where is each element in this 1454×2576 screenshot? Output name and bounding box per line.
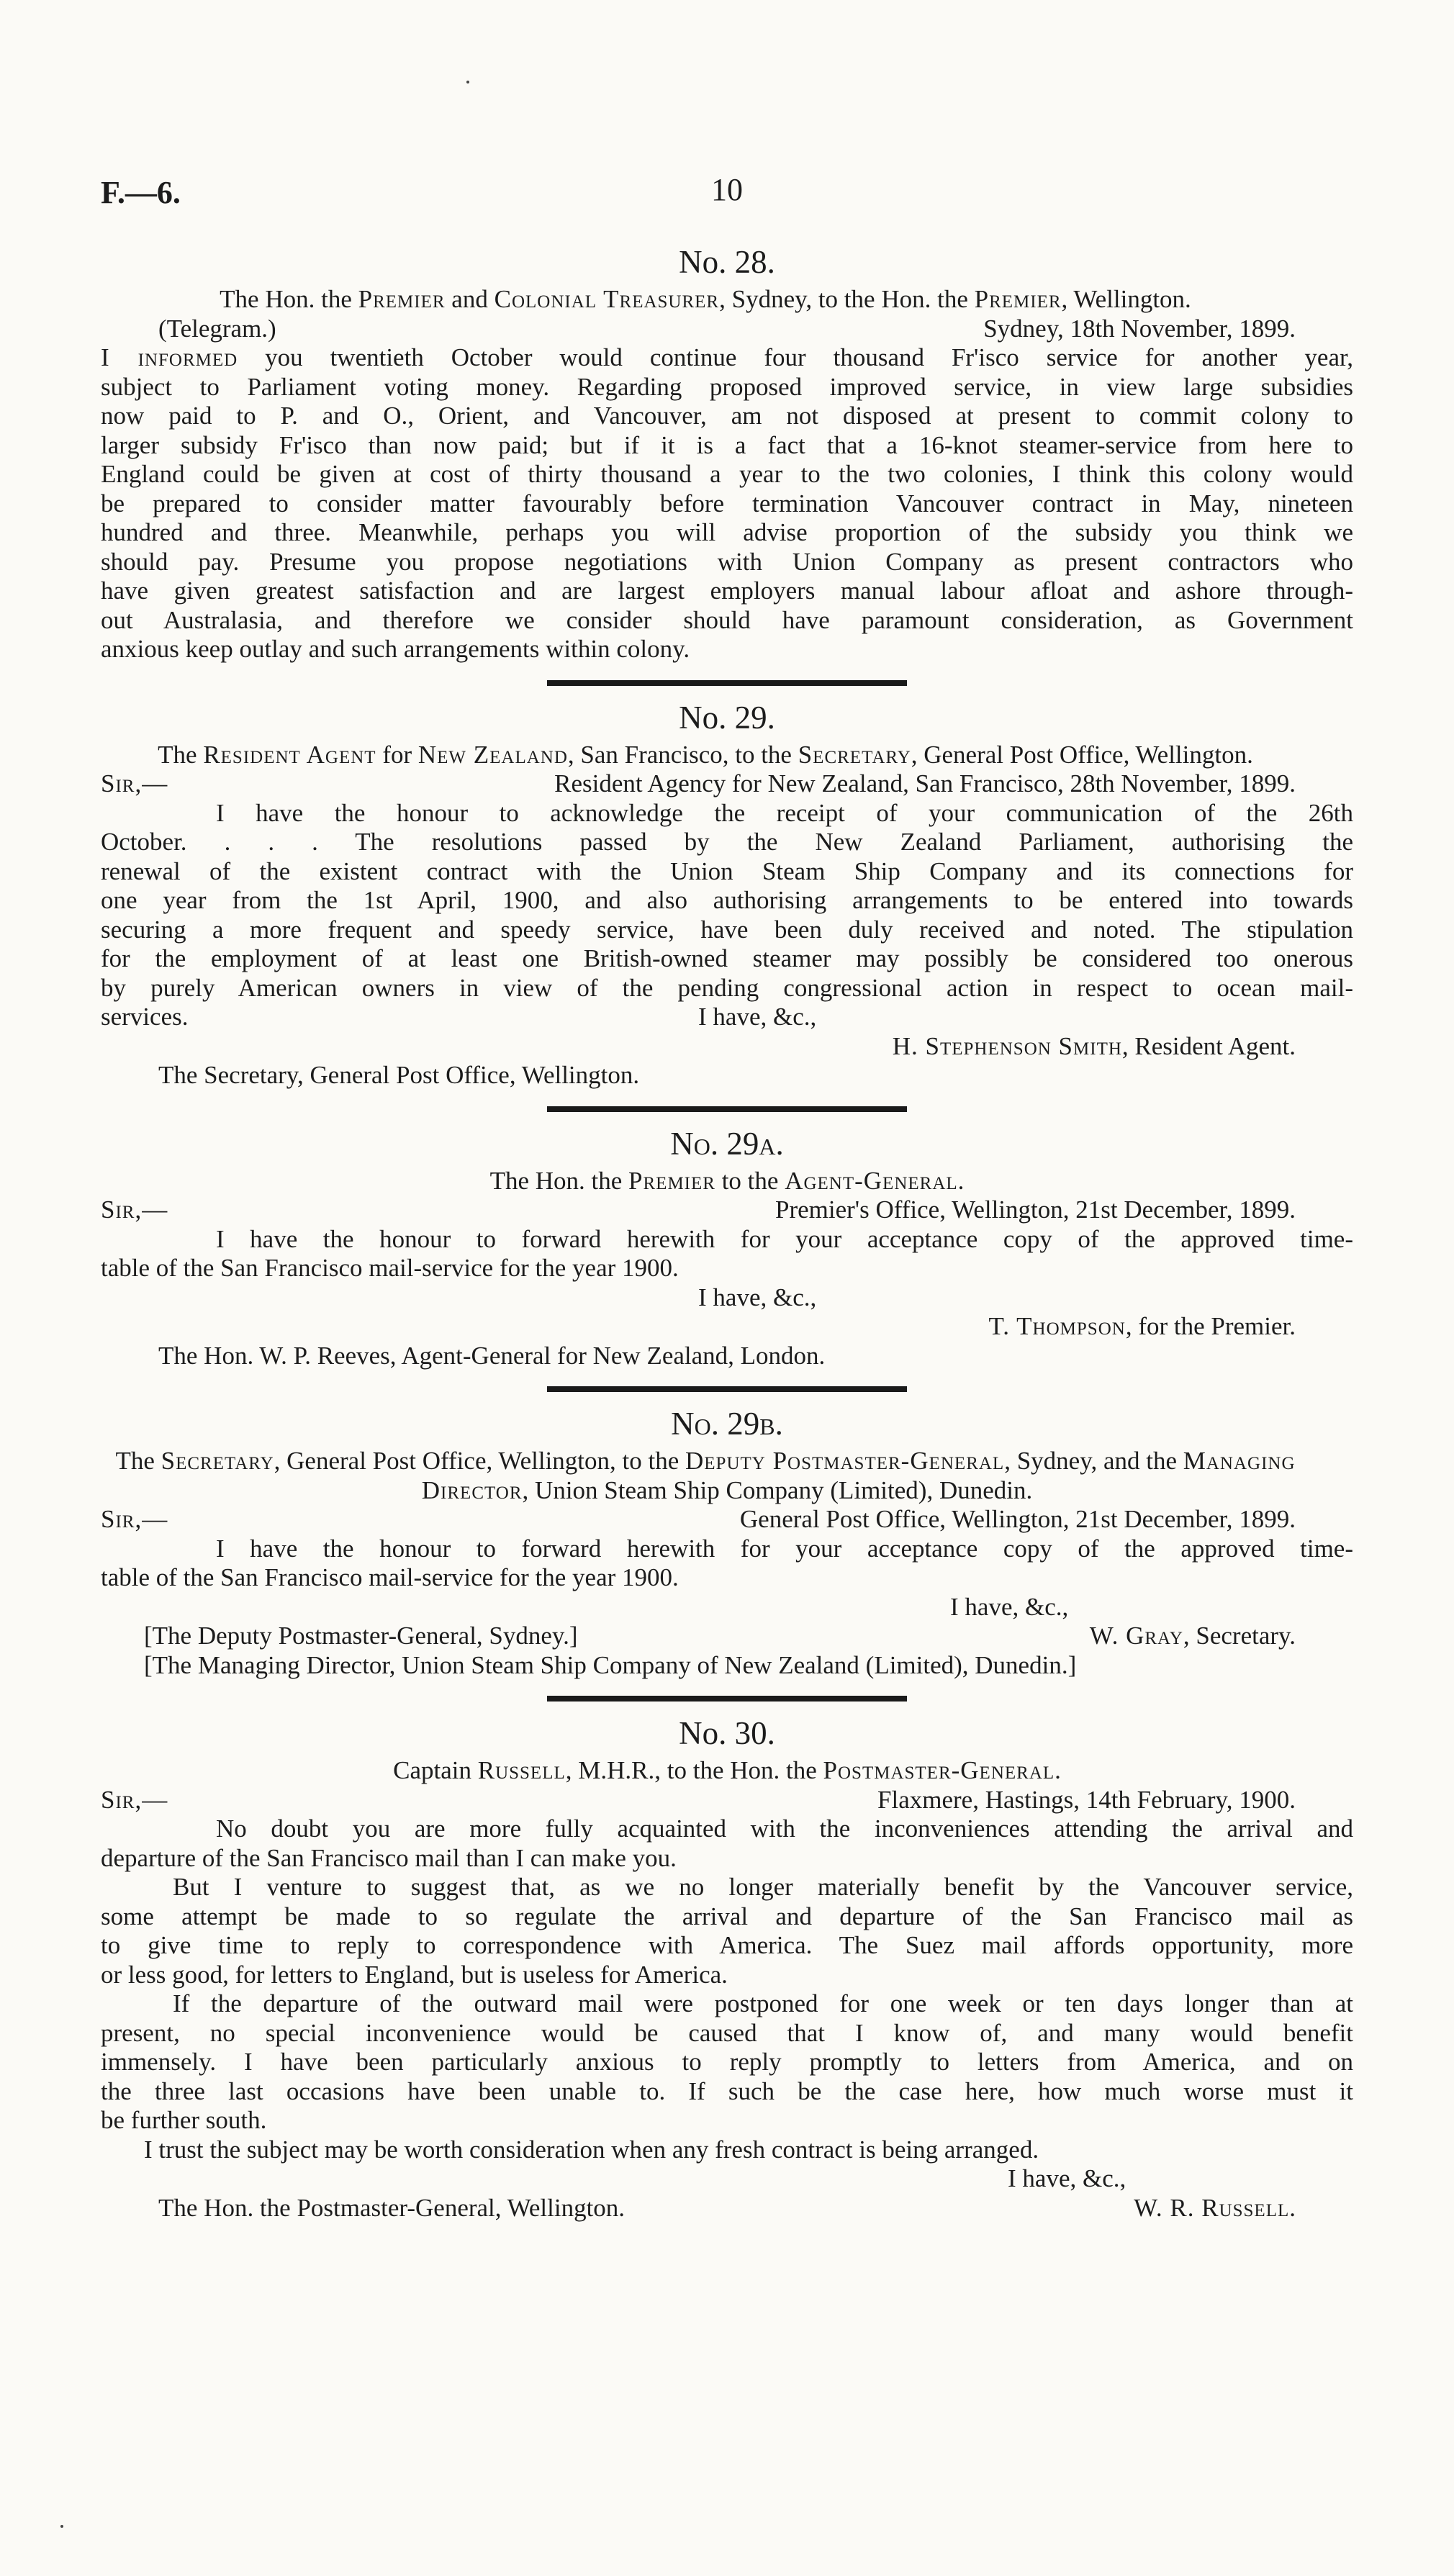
section-divider [547, 680, 907, 686]
body-line: or less good, for letters to England, but is useless for America. [101, 1960, 728, 1989]
body-line: now paid to P. and O., Orient, and Vancouver, am not disposed at present to commit colony to [101, 402, 1353, 430]
letter-title: No. 29b. [671, 1406, 783, 1442]
letter-address: The Resident Agent for New Zealand, San Francisco, to the Secretary, General Post Office, Wellington. [158, 740, 1253, 769]
salutation: Sir,— [101, 769, 168, 797]
letter-no-29b [101, 1404, 1353, 1680]
signature-row [101, 1032, 1353, 1062]
letter-address: Captain Russell, M.H.R., to the Hon. the Postmaster-General. [393, 1756, 1061, 1784]
closing-row [101, 1283, 1353, 1313]
salutation-dateline [101, 769, 1353, 799]
body-line: October. . . . The resolutions passed by the New Zealand Parliament, authorising the [101, 828, 1353, 856]
salutation: Sir,— [101, 1785, 168, 1814]
telegram-dateline [101, 315, 1353, 344]
closing-row [101, 1593, 1353, 1622]
body-line: services. [101, 1003, 189, 1031]
body-line: I have the honour to forward herewith for your acceptance copy of the approved time- [216, 1224, 1353, 1253]
salutation: Sir,— [101, 1505, 168, 1533]
signature-row [101, 1312, 1353, 1342]
dateline: Premier's Office, Wellington, 21st December, 1899. [775, 1196, 1296, 1224]
body-line: have given greatest satisfaction and are largest employers manual labour afloat and ashore through- [101, 577, 1353, 605]
section-divider [547, 1106, 907, 1112]
paper-reference: F.—6. [101, 175, 181, 210]
signature: W. Gray, Secretary. [1089, 1622, 1296, 1650]
letter-address: The Hon. the Premier to the Agent-General. [489, 1166, 965, 1195]
body-line: England could be given at cost of thirty thousand a year to the two colonies, I think this colony would [101, 460, 1353, 488]
closing: I have, &c., [1008, 2164, 1126, 2192]
signature-row [101, 2194, 1353, 2223]
body-line: table of the San Francisco mail-service for the year 1900. [101, 1563, 679, 1591]
recipient-row [101, 1061, 1353, 1090]
salutation-dateline [101, 1505, 1353, 1535]
letter-no-28 [101, 242, 1353, 664]
dateline: Sydney, 18th November, 1899. [983, 314, 1296, 343]
body-line: larger subsidy Fr'isco than now paid; but if it is a fact that a 16-knot steamer-service from here to [101, 430, 1353, 459]
page-number: 10 [711, 172, 743, 207]
body-line: I have the honour to acknowledge the receipt of your communication of the 26th [216, 798, 1353, 827]
letter-title: No. 30. [679, 1715, 775, 1751]
closing: I have, &c., [698, 1283, 817, 1311]
recipient-row [101, 1342, 1353, 1371]
body-line: to give time to reply to correspondence with America. The Suez mail affords opportunity, more [101, 1931, 1353, 1959]
section-divider [547, 1696, 907, 1701]
body-line: should pay. Presume you propose negotiations with Union Company as present contractors who [101, 547, 1353, 576]
recipient: The Secretary, General Post Office, Wellington. [158, 1061, 640, 1089]
letter-address: The Hon. the Premier and Colonial Treasurer, Sydney, to the Hon. the Premier, Wellington. [220, 285, 1191, 313]
body-line: subject to Parliament voting money. Regarding proposed improved service, in view large subsidies [101, 372, 1353, 401]
salutation: Sir,— [101, 1196, 168, 1224]
letter-title: No. 28. [679, 244, 775, 280]
page-header [101, 164, 1353, 222]
body-line: one year from the 1st April, 1900, and also authorising arrangements to be entered into towards [101, 886, 1353, 914]
letter-address: The Secretary, General Post Office, Wellington, to the Deputy Postmaster-General, Sydney, and the Managing Director, Union Steam Ship Company (Limited), Dunedin. [115, 1447, 1296, 1504]
body-line: I have the honour to forward herewith for your acceptance copy of the approved time- [216, 1534, 1353, 1563]
dateline: General Post Office, Wellington, 21st December, 1899. [739, 1505, 1296, 1533]
telegram-label: (Telegram.) [158, 314, 276, 343]
body-line: I trust the subject may be worth consideration when any fresh contract is being arranged. [144, 2135, 1039, 2164]
signature-row [101, 1622, 1353, 1651]
body-line: But I venture to suggest that, as we no longer materially benefit by the Vancouver service, [173, 1873, 1353, 1901]
body-line: securing a more frequent and speedy service, have been duly received and noted. The stipulation [101, 915, 1353, 944]
signature: W. R. Russell. [1134, 2193, 1296, 2222]
letter-no-29 [101, 697, 1353, 1090]
letter-no-30 [101, 1713, 1353, 2223]
body-line: immensely. I have been particularly anxious to reply promptly to letters from America, and on [101, 2048, 1353, 2076]
body-line: anxious keep outlay and such arrangements within colony. [101, 635, 690, 663]
closing-row [101, 2164, 1353, 2194]
body-line: out Australasia, and therefore we consider should have paramount consideration, as Government [101, 605, 1353, 634]
body-line: I informed you twentieth October would continue four thousand Fr'isco service for another year, [101, 343, 1353, 371]
body-line: some attempt be made to so regulate the arrival and departure of the San Francisco mail as [101, 1902, 1353, 1930]
page-speck [60, 2525, 63, 2528]
body-line: No doubt you are more fully acquainted with the inconveniences attending the arrival and [216, 1815, 1353, 1843]
recipient: The Hon. W. P. Reeves, Agent-General for New Zealand, London. [158, 1341, 826, 1370]
letter-no-29a [101, 1124, 1353, 1371]
recipient: The Hon. the Postmaster-General, Wellington. [158, 2193, 626, 2222]
body-line: departure of the San Francisco mail than I can make you. [101, 1843, 677, 1872]
salutation-dateline [101, 1196, 1353, 1225]
closing: I have, &c., [950, 1592, 1069, 1621]
closing-row [101, 1003, 1353, 1032]
section-divider [547, 1386, 907, 1392]
letter-title: No. 29. [679, 699, 775, 736]
body-line: renewal of the existent contract with the Union Steam Ship Company and its connections for [101, 857, 1353, 885]
body-line: be prepared to consider matter favourably before termination Vancouver contract in May, nineteen [101, 489, 1353, 518]
dateline: Flaxmere, Hastings, 14th February, 1900. [877, 1785, 1296, 1814]
recipient-row [101, 1651, 1353, 1681]
closing: I have, &c., [698, 1003, 817, 1031]
body-line: for the employment of at least one British-owned steamer may possibly be considered too onerous [101, 944, 1353, 972]
body-line: table of the San Francisco mail-service for the year 1900. [101, 1254, 679, 1282]
letter-title: No. 29a. [670, 1125, 784, 1162]
signature: T. Thompson, for the Premier. [988, 1312, 1296, 1340]
body-line: hundred and three. Meanwhile, perhaps you will advise proportion of the subsidy you think we [101, 518, 1353, 546]
page-speck [466, 81, 469, 83]
dateline: Resident Agency for New Zealand, San Francisco, 28th November, 1899. [554, 769, 1296, 797]
recipient: [The Managing Director, Union Steam Ship Company of New Zealand (Limited), Dunedin.] [144, 1650, 1077, 1679]
body-line: present, no special inconvenience would be caused that I know of, and many would benefit [101, 2018, 1353, 2047]
signature: H. Stephenson Smith, Resident Agent. [892, 1031, 1296, 1060]
body-line: by purely American owners in view of the pending congressional action in respect to ocean mail- [101, 973, 1353, 1002]
body-line: If the departure of the outward mail were postponed for one week or ten days longer than at [173, 1989, 1353, 2017]
salutation-dateline [101, 1786, 1353, 1815]
document-body [101, 238, 1353, 2223]
body-line: be further south. [101, 2106, 267, 2134]
body-line: the three last occasions have been unable to. If such be the case here, how much worse must it [101, 2076, 1353, 2105]
recipient: [The Deputy Postmaster-General, Sydney.] [144, 1622, 578, 1650]
